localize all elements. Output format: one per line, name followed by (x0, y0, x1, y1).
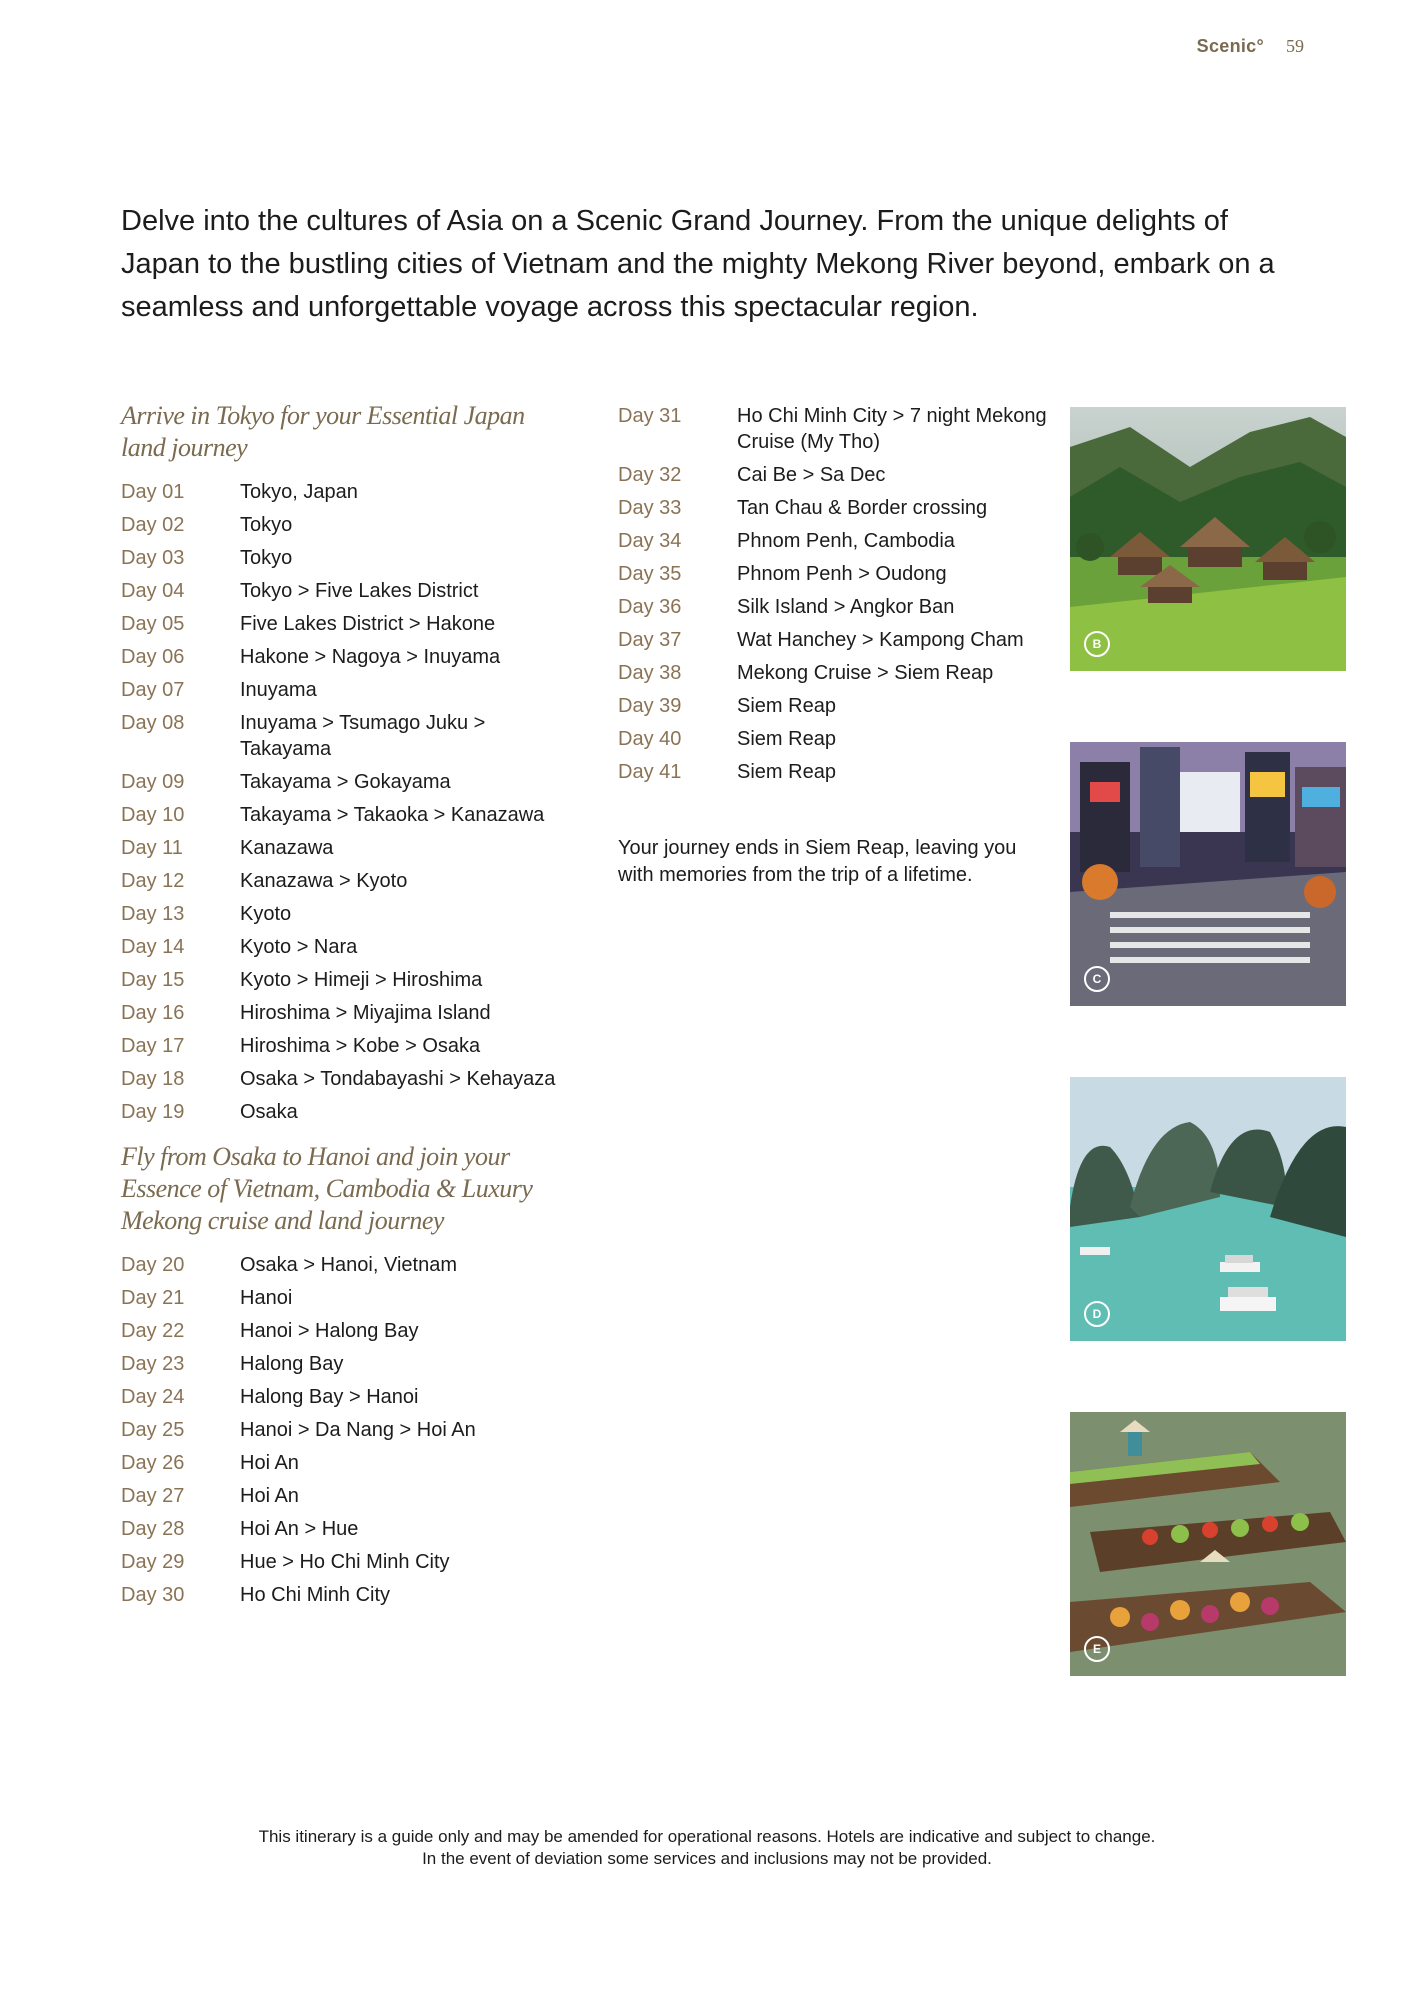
itinerary-place: Ho Chi Minh City > 7 night Mekong Cruise (My Tho) (737, 405, 1047, 453)
itinerary-day: Day 35 (618, 563, 682, 585)
itinerary-place: Hoi An (240, 1485, 299, 1507)
itinerary-row (121, 1579, 571, 1612)
itinerary-place: Kanazawa > Kyoto (240, 870, 408, 892)
itinerary-row (618, 492, 1048, 525)
itinerary-day: Day 07 (121, 679, 185, 701)
itinerary-day: Day 01 (121, 481, 185, 503)
itinerary-place: Takayama > Gokayama (240, 771, 451, 793)
itinerary-place: Hanoi > Halong Bay (240, 1320, 419, 1342)
section-heading-japan: Arrive in Tokyo for your Essential Japan land journey (121, 401, 525, 462)
itinerary-place: Halong Bay (240, 1353, 344, 1375)
itinerary-row (121, 1447, 571, 1480)
itinerary-place: Silk Island > Angkor Ban (737, 596, 955, 618)
itinerary-place: Cai Be > Sa Dec (737, 464, 886, 486)
itinerary-row (121, 1480, 571, 1513)
itinerary-row (121, 1513, 571, 1546)
day-list-vietnam (121, 1249, 571, 1612)
brand-logo: Scenic° (1196, 36, 1264, 56)
itinerary-day: Day 28 (121, 1518, 185, 1540)
footer-disclaimer (0, 1826, 1414, 1870)
itinerary-row (121, 1315, 571, 1348)
itinerary-day: Day 29 (121, 1551, 185, 1573)
itinerary-place: Ho Chi Minh City (240, 1584, 391, 1606)
itinerary-day: Day 39 (618, 695, 682, 717)
itinerary-place: Tan Chau & Border crossing (737, 497, 988, 519)
itinerary-row (618, 591, 1048, 624)
journey-ending-text: Your journey ends in Siem Reap, leaving you with memories from the trip of a lifetime. (618, 837, 1017, 886)
itinerary-row (618, 525, 1048, 558)
itinerary-row (618, 723, 1048, 756)
itinerary-place: Tokyo > Five Lakes District (240, 580, 479, 602)
photo-tokyo-crossing (1070, 742, 1346, 1006)
itinerary-day: Day 38 (618, 662, 682, 684)
itinerary-day: Day 20 (121, 1254, 185, 1276)
footer-line-2: In the event of deviation some services and inclusions may not be provided. (422, 1849, 992, 1868)
itinerary-day: Day 32 (618, 464, 682, 486)
photo-marker-c: C (1084, 966, 1110, 992)
itinerary-row (121, 898, 571, 931)
itinerary-row (121, 608, 571, 641)
itinerary-place: Inuyama > Tsumago Juku > Takayama (240, 712, 486, 760)
itinerary-day: Day 13 (121, 903, 185, 925)
itinerary-place: Tokyo, Japan (240, 481, 358, 503)
itinerary-day: Day 17 (121, 1035, 185, 1057)
itinerary-day: Day 18 (121, 1068, 185, 1090)
photo-halong-bay (1070, 1077, 1346, 1341)
itinerary-place: Halong Bay > Hanoi (240, 1386, 419, 1408)
itinerary-day: Day 34 (618, 530, 682, 552)
itinerary-place: Phnom Penh, Cambodia (737, 530, 955, 552)
page-header (1197, 36, 1304, 57)
itinerary-row (618, 690, 1048, 723)
itinerary-row (121, 997, 571, 1030)
itinerary-place: Takayama > Takaoka > Kanazawa (240, 804, 545, 826)
itinerary-day: Day 16 (121, 1002, 185, 1024)
photo-marker-e: E (1084, 1636, 1110, 1662)
itinerary-day: Day 21 (121, 1287, 185, 1309)
itinerary-row (121, 799, 571, 832)
itinerary-day: Day 24 (121, 1386, 185, 1408)
itinerary-row (121, 1546, 571, 1579)
itinerary-column-right (618, 400, 1048, 889)
itinerary-row (121, 1414, 571, 1447)
itinerary-row (618, 558, 1048, 591)
itinerary-day: Day 12 (121, 870, 185, 892)
photo-marker-b: B (1084, 631, 1110, 657)
itinerary-day: Day 33 (618, 497, 682, 519)
itinerary-place: Hoi An > Hue (240, 1518, 359, 1540)
itinerary-place: Siem Reap (737, 728, 836, 750)
itinerary-day: Day 30 (121, 1584, 185, 1606)
section-heading-vietnam: Fly from Osaka to Hanoi and join your Essence of Vietnam, Cambodia & Luxury Mekong cruise and land journey (121, 1142, 533, 1235)
itinerary-place: Hanoi (240, 1287, 293, 1309)
itinerary-day: Day 14 (121, 936, 185, 958)
itinerary-place: Kyoto > Nara (240, 936, 358, 958)
itinerary-day: Day 25 (121, 1419, 185, 1441)
city-illustration (1070, 742, 1346, 1006)
bay-illustration (1070, 1077, 1346, 1341)
itinerary-row (618, 459, 1048, 492)
itinerary-place: Hakone > Nagoya > Inuyama (240, 646, 501, 668)
itinerary-day: Day 27 (121, 1485, 185, 1507)
itinerary-day: Day 09 (121, 771, 185, 793)
itinerary-row (121, 1381, 571, 1414)
itinerary-place: Osaka > Tondabayashi > Kehayaza (240, 1068, 556, 1090)
itinerary-day: Day 10 (121, 804, 185, 826)
itinerary-row (121, 1348, 571, 1381)
itinerary-place: Osaka (240, 1101, 298, 1123)
day-list-mekong (618, 400, 1048, 789)
itinerary-row (618, 756, 1048, 789)
photo-japanese-village (1070, 407, 1346, 671)
itinerary-row (121, 1030, 571, 1063)
itinerary-place: Kyoto (240, 903, 292, 925)
itinerary-place: Phnom Penh > Oudong (737, 563, 947, 585)
photo-marker-d: D (1084, 1301, 1110, 1327)
itinerary-place: Tokyo (240, 547, 293, 569)
itinerary-place: Osaka > Hanoi, Vietnam (240, 1254, 457, 1276)
itinerary-place: Wat Hanchey > Kampong Cham (737, 629, 1024, 651)
itinerary-row (121, 542, 571, 575)
page-number: 59 (1286, 36, 1304, 56)
itinerary-day: Day 23 (121, 1353, 185, 1375)
itinerary-place: Hoi An (240, 1452, 299, 1474)
itinerary-place: Hanoi > Da Nang > Hoi An (240, 1419, 476, 1441)
itinerary-day: Day 11 (121, 837, 183, 859)
itinerary-row (121, 509, 571, 542)
itinerary-column-left (121, 400, 571, 1612)
itinerary-day: Day 05 (121, 613, 185, 635)
itinerary-row (618, 400, 1048, 459)
itinerary-row (121, 1282, 571, 1315)
itinerary-place: Hiroshima > Miyajima Island (240, 1002, 491, 1024)
itinerary-day: Day 15 (121, 969, 185, 991)
village-illustration (1070, 407, 1346, 671)
itinerary-place: Siem Reap (737, 695, 836, 717)
itinerary-row (121, 964, 571, 997)
itinerary-day: Day 41 (618, 761, 682, 783)
itinerary-place: Siem Reap (737, 761, 836, 783)
photo-floating-market (1070, 1412, 1346, 1676)
itinerary-day: Day 19 (121, 1101, 185, 1123)
itinerary-place: Inuyama (240, 679, 317, 701)
itinerary-day: Day 08 (121, 712, 185, 734)
itinerary-row (121, 641, 571, 674)
itinerary-row (618, 624, 1048, 657)
itinerary-day: Day 26 (121, 1452, 185, 1474)
itinerary-day: Day 36 (618, 596, 682, 618)
itinerary-day: Day 03 (121, 547, 185, 569)
itinerary-place: Hue > Ho Chi Minh City (240, 1551, 450, 1573)
itinerary-day: Day 22 (121, 1320, 185, 1342)
itinerary-place: Tokyo (240, 514, 293, 536)
itinerary-day: Day 02 (121, 514, 185, 536)
market-illustration (1070, 1412, 1346, 1676)
itinerary-row (121, 575, 571, 608)
itinerary-row (121, 865, 571, 898)
itinerary-place: Kanazawa (240, 837, 334, 859)
itinerary-place: Kyoto > Himeji > Hiroshima (240, 969, 483, 991)
footer-line-1: This itinerary is a guide only and may be amended for operational reasons. Hotels are indicative and subject to change. (258, 1827, 1156, 1846)
itinerary-row (121, 1249, 571, 1282)
itinerary-day: Day 31 (618, 405, 682, 427)
itinerary-day: Day 37 (618, 629, 682, 651)
itinerary-row (121, 707, 571, 766)
itinerary-place: Hiroshima > Kobe > Osaka (240, 1035, 481, 1057)
itinerary-row (121, 931, 571, 964)
itinerary-day: Day 04 (121, 580, 185, 602)
itinerary-day: Day 40 (618, 728, 682, 750)
itinerary-row (121, 1096, 571, 1129)
itinerary-row (121, 766, 571, 799)
itinerary-day: Day 06 (121, 646, 185, 668)
itinerary-row (121, 476, 571, 509)
itinerary-row (121, 1063, 571, 1096)
itinerary-place: Mekong Cruise > Siem Reap (737, 662, 994, 684)
intro-paragraph: Delve into the cultures of Asia on a Scenic Grand Journey. From the unique delights of Japan to the bustling cities of Vietnam and the mighty Mekong River beyond, embark on a seamless and unforgettable voyage across this spectacular region. (121, 205, 1275, 323)
itinerary-place: Five Lakes District > Hakone (240, 613, 496, 635)
itinerary-row (121, 832, 571, 865)
day-list-japan (121, 476, 571, 1129)
itinerary-row (121, 674, 571, 707)
itinerary-row (618, 657, 1048, 690)
